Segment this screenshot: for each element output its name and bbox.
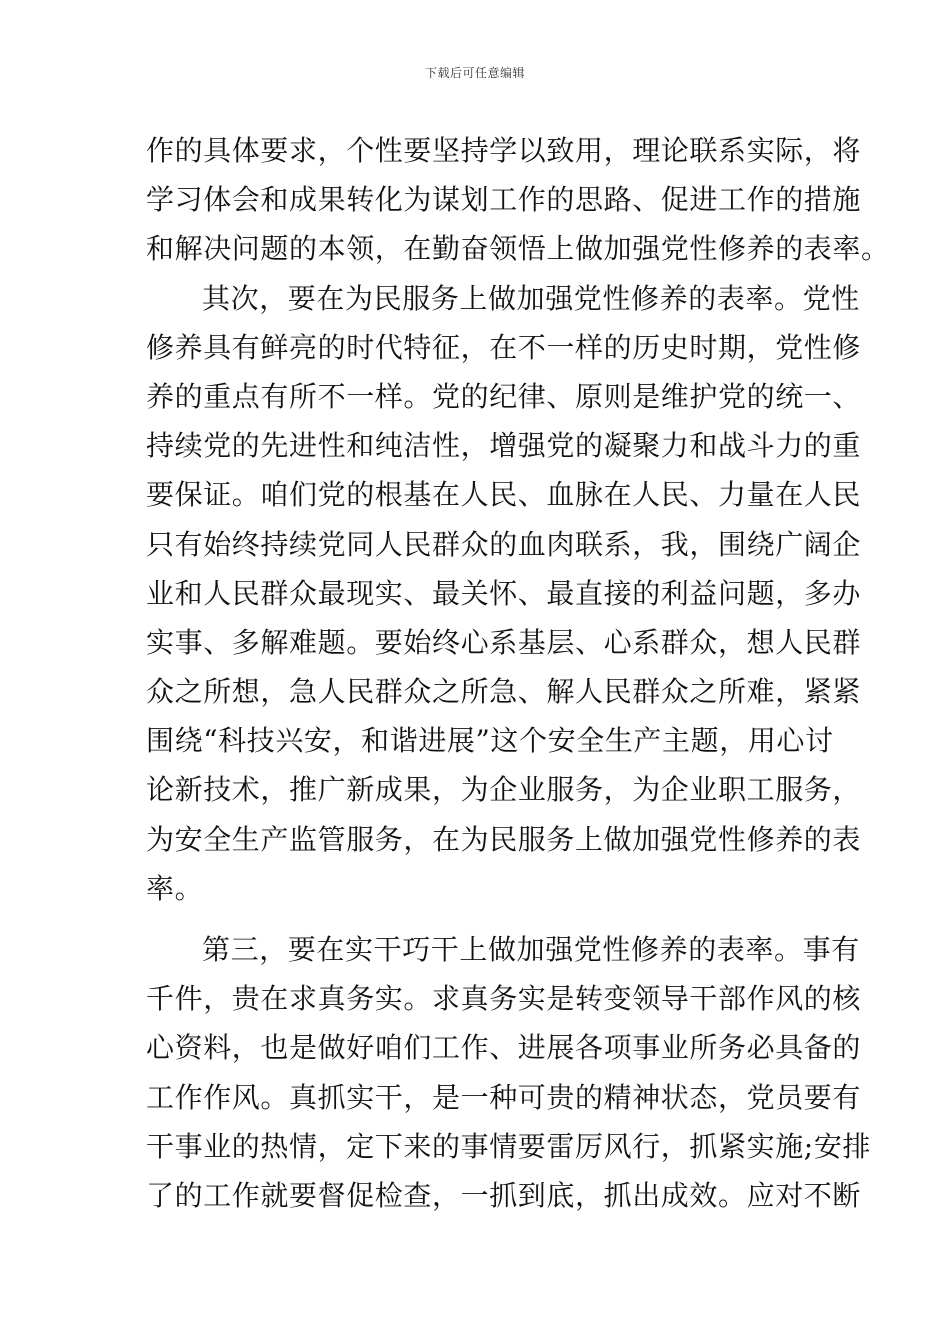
text-line: 作的具体要求，个性要坚持学以致用，理论联系实际，将 bbox=[146, 134, 862, 167]
text-line: 心资料，也是做好咱们工作、进展各项事业所务必具备的 bbox=[146, 1031, 862, 1065]
text-line: 养的重点有所不一样。党的纪律、原则是维护党的统一、 bbox=[146, 379, 862, 413]
text-line: 率。 bbox=[146, 871, 204, 905]
header-note: 下载后可任意编辑 bbox=[424, 66, 525, 80]
text-line: 实事、多解难题。要始终心系基层、心系群众，想人民群 bbox=[146, 625, 862, 659]
text-line: 千件，贵在求真务实。求真务实是转变领导干部作风的核 bbox=[146, 982, 862, 1016]
paragraph-gap bbox=[146, 913, 806, 925]
text-line: 工作作风。真抓实干，是一种可贵的精神状态，党员要有 bbox=[146, 1080, 862, 1114]
text-line: 为安全生产监管服务，在为民服务上做加强党性修养的表 bbox=[146, 822, 862, 856]
text-line: 学习体会和成果转化为谋划工作的思路、促进工作的措施 bbox=[146, 183, 862, 217]
text-line: 持续党的先进性和纯洁性，增强党的凝聚力和战斗力的重 bbox=[146, 429, 862, 463]
text-line: 要保证。咱们党的根基在人民、血脉在人民、力量在人民 bbox=[146, 478, 862, 512]
text-line: 围绕“科技兴安，和谐进展”这个安全生产主题，用心讨 bbox=[146, 724, 834, 758]
text-line: 只有始终持续党同人民群众的血肉联系，我，围绕广阔企 bbox=[146, 527, 862, 561]
text-line: 修养具有鲜亮的时代特征，在不一样的历史时期，党性修 bbox=[146, 330, 862, 364]
text-line: 众之所想，急人民群众之所急、解人民群众之所难，紧紧 bbox=[146, 675, 862, 709]
document-body bbox=[146, 126, 890, 1220]
text-line: 和解决问题的本领，在勤奋领悟上做加强党性修养的表率。 bbox=[146, 232, 890, 266]
paragraph-start-line: 第三，要在实干巧干上做加强党性修养的表率。事有 bbox=[202, 933, 860, 966]
text-line: 论新技术，推广新成果，为企业服务，为企业职工服务， bbox=[146, 773, 862, 807]
paragraph-start-line: 其次，要在为民服务上做加强党性修养的表率。党性 bbox=[202, 281, 860, 315]
text-line: 了的工作就要督促检查，一抓到底，抓出成效。应对不断 bbox=[146, 1178, 862, 1212]
text-line: 业和人民群众最现实、最关怀、最直接的利益问题，多办 bbox=[146, 576, 862, 610]
text-line: 干事业的热情，定下来的事情要雷厉风行，抓紧实施;安排 bbox=[146, 1129, 872, 1163]
